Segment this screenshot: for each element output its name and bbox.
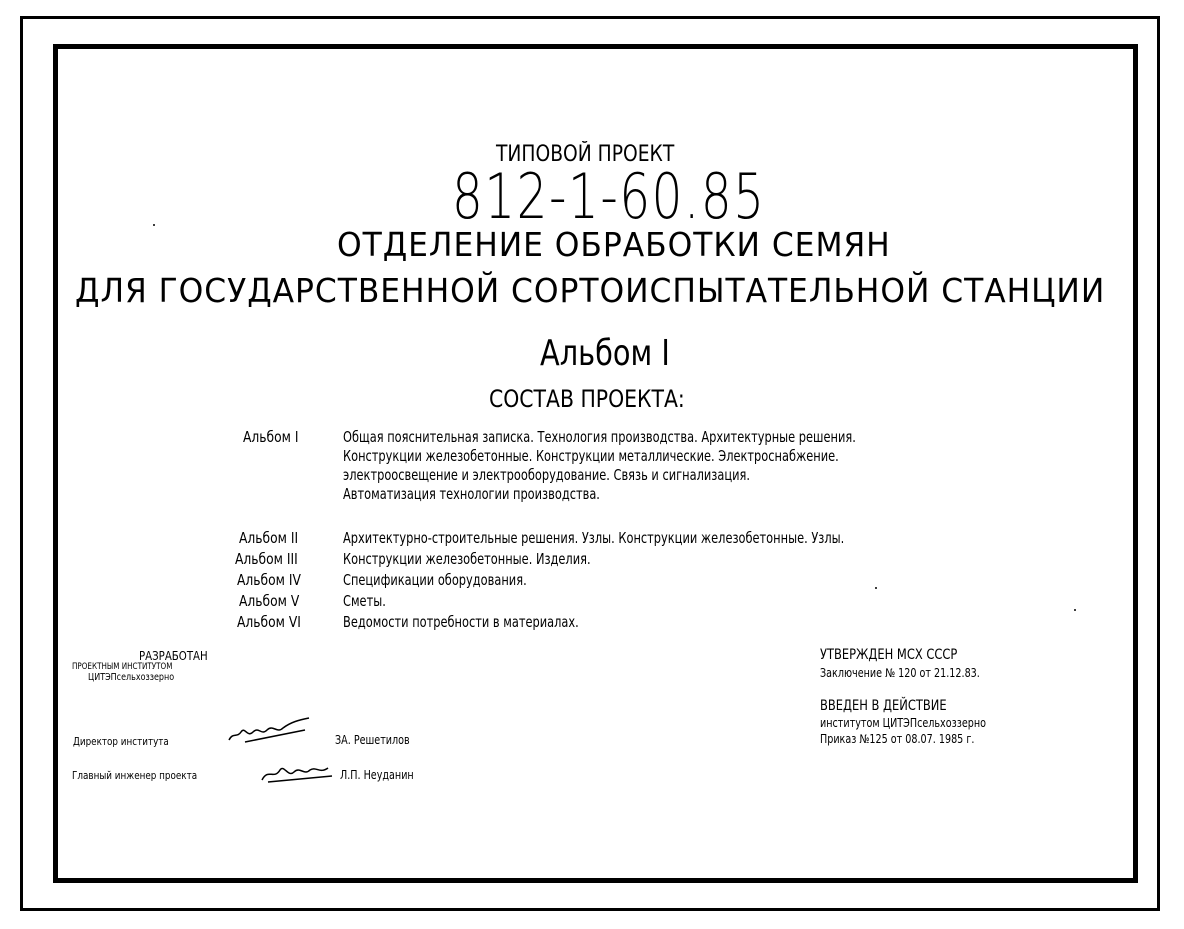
title-line-2: ДЛЯ ГОСУДАРСТВЕННОЙ СОРТОИСПЫТАТЕЛЬНОЙ СТАНЦИИ: [75, 271, 1106, 310]
album-name: Альбом V: [239, 592, 300, 610]
director-title: Директор института: [73, 735, 169, 748]
album-description-line: Конструкции железобетонные. Изделия.: [343, 550, 591, 568]
approved-detail: Заключение № 120 от 21.12.83.: [820, 666, 980, 680]
engineer-name: Л.П. Неуданин: [340, 768, 414, 782]
album-description-line: электроосвещение и электрооборудование. Связь и сигнализация.: [343, 466, 750, 484]
album-description-line: Ведомости потребности в материалах.: [343, 613, 579, 631]
institute-name: ЦИТЭПсельхоззерно: [88, 672, 175, 683]
album-title: Альбом I: [540, 333, 670, 374]
album-description-line: Спецификации оборудования.: [343, 571, 527, 589]
album-description-line: Автоматизация технологии производства.: [343, 485, 600, 503]
album-description-line: Архитектурно-строительные решения. Узлы. Конструкции железобетонные. Узлы.: [343, 529, 845, 547]
speck: [875, 587, 877, 589]
composition-title: СОСТАВ ПРОЕКТА:: [489, 385, 685, 413]
album-name: Альбом II: [239, 529, 299, 547]
speck: [153, 224, 155, 226]
album-description-line: Общая пояснительная записка. Технология производства. Архитектурные решения.: [343, 428, 856, 446]
title-line-1: ОТДЕЛЕНИЕ ОБРАБОТКИ СЕМЯН: [337, 225, 891, 264]
speck: [1074, 609, 1076, 611]
director-name: ЗА. Решетилов: [335, 733, 410, 747]
engineer-signature: [258, 758, 338, 786]
engineer-title: Главный инженер проекта: [72, 769, 198, 782]
director-signature: [225, 714, 315, 748]
enacted-by: институтом ЦИТЭПсельхоззерно: [820, 716, 986, 730]
developed-label: РАЗРАБОТАН: [139, 649, 208, 663]
enacted-order: Приказ №125 от 08.07. 1985 г.: [820, 732, 975, 746]
developed-by: ПРОЕКТНЫМ ИНСТИТУТОМ: [72, 662, 173, 672]
project-type-label: ТИПОВОЙ ПРОЕКТ: [496, 142, 675, 167]
album-description-line: Сметы.: [343, 592, 386, 610]
album-name: Альбом VI: [237, 613, 301, 631]
album-name: Альбом III: [235, 550, 298, 568]
album-description-line: Конструкции железобетонные. Конструкции металлические. Электроснабжение.: [343, 447, 839, 465]
album-name: Альбом I: [243, 428, 299, 446]
enacted-label: ВВЕДЕН В ДЕЙСТВИЕ: [820, 698, 947, 714]
album-name: Альбом IV: [237, 571, 301, 589]
approved-label: УТВЕРЖДЕН МСХ СССР: [820, 647, 958, 663]
project-number: 812-1-60.85: [452, 160, 766, 233]
